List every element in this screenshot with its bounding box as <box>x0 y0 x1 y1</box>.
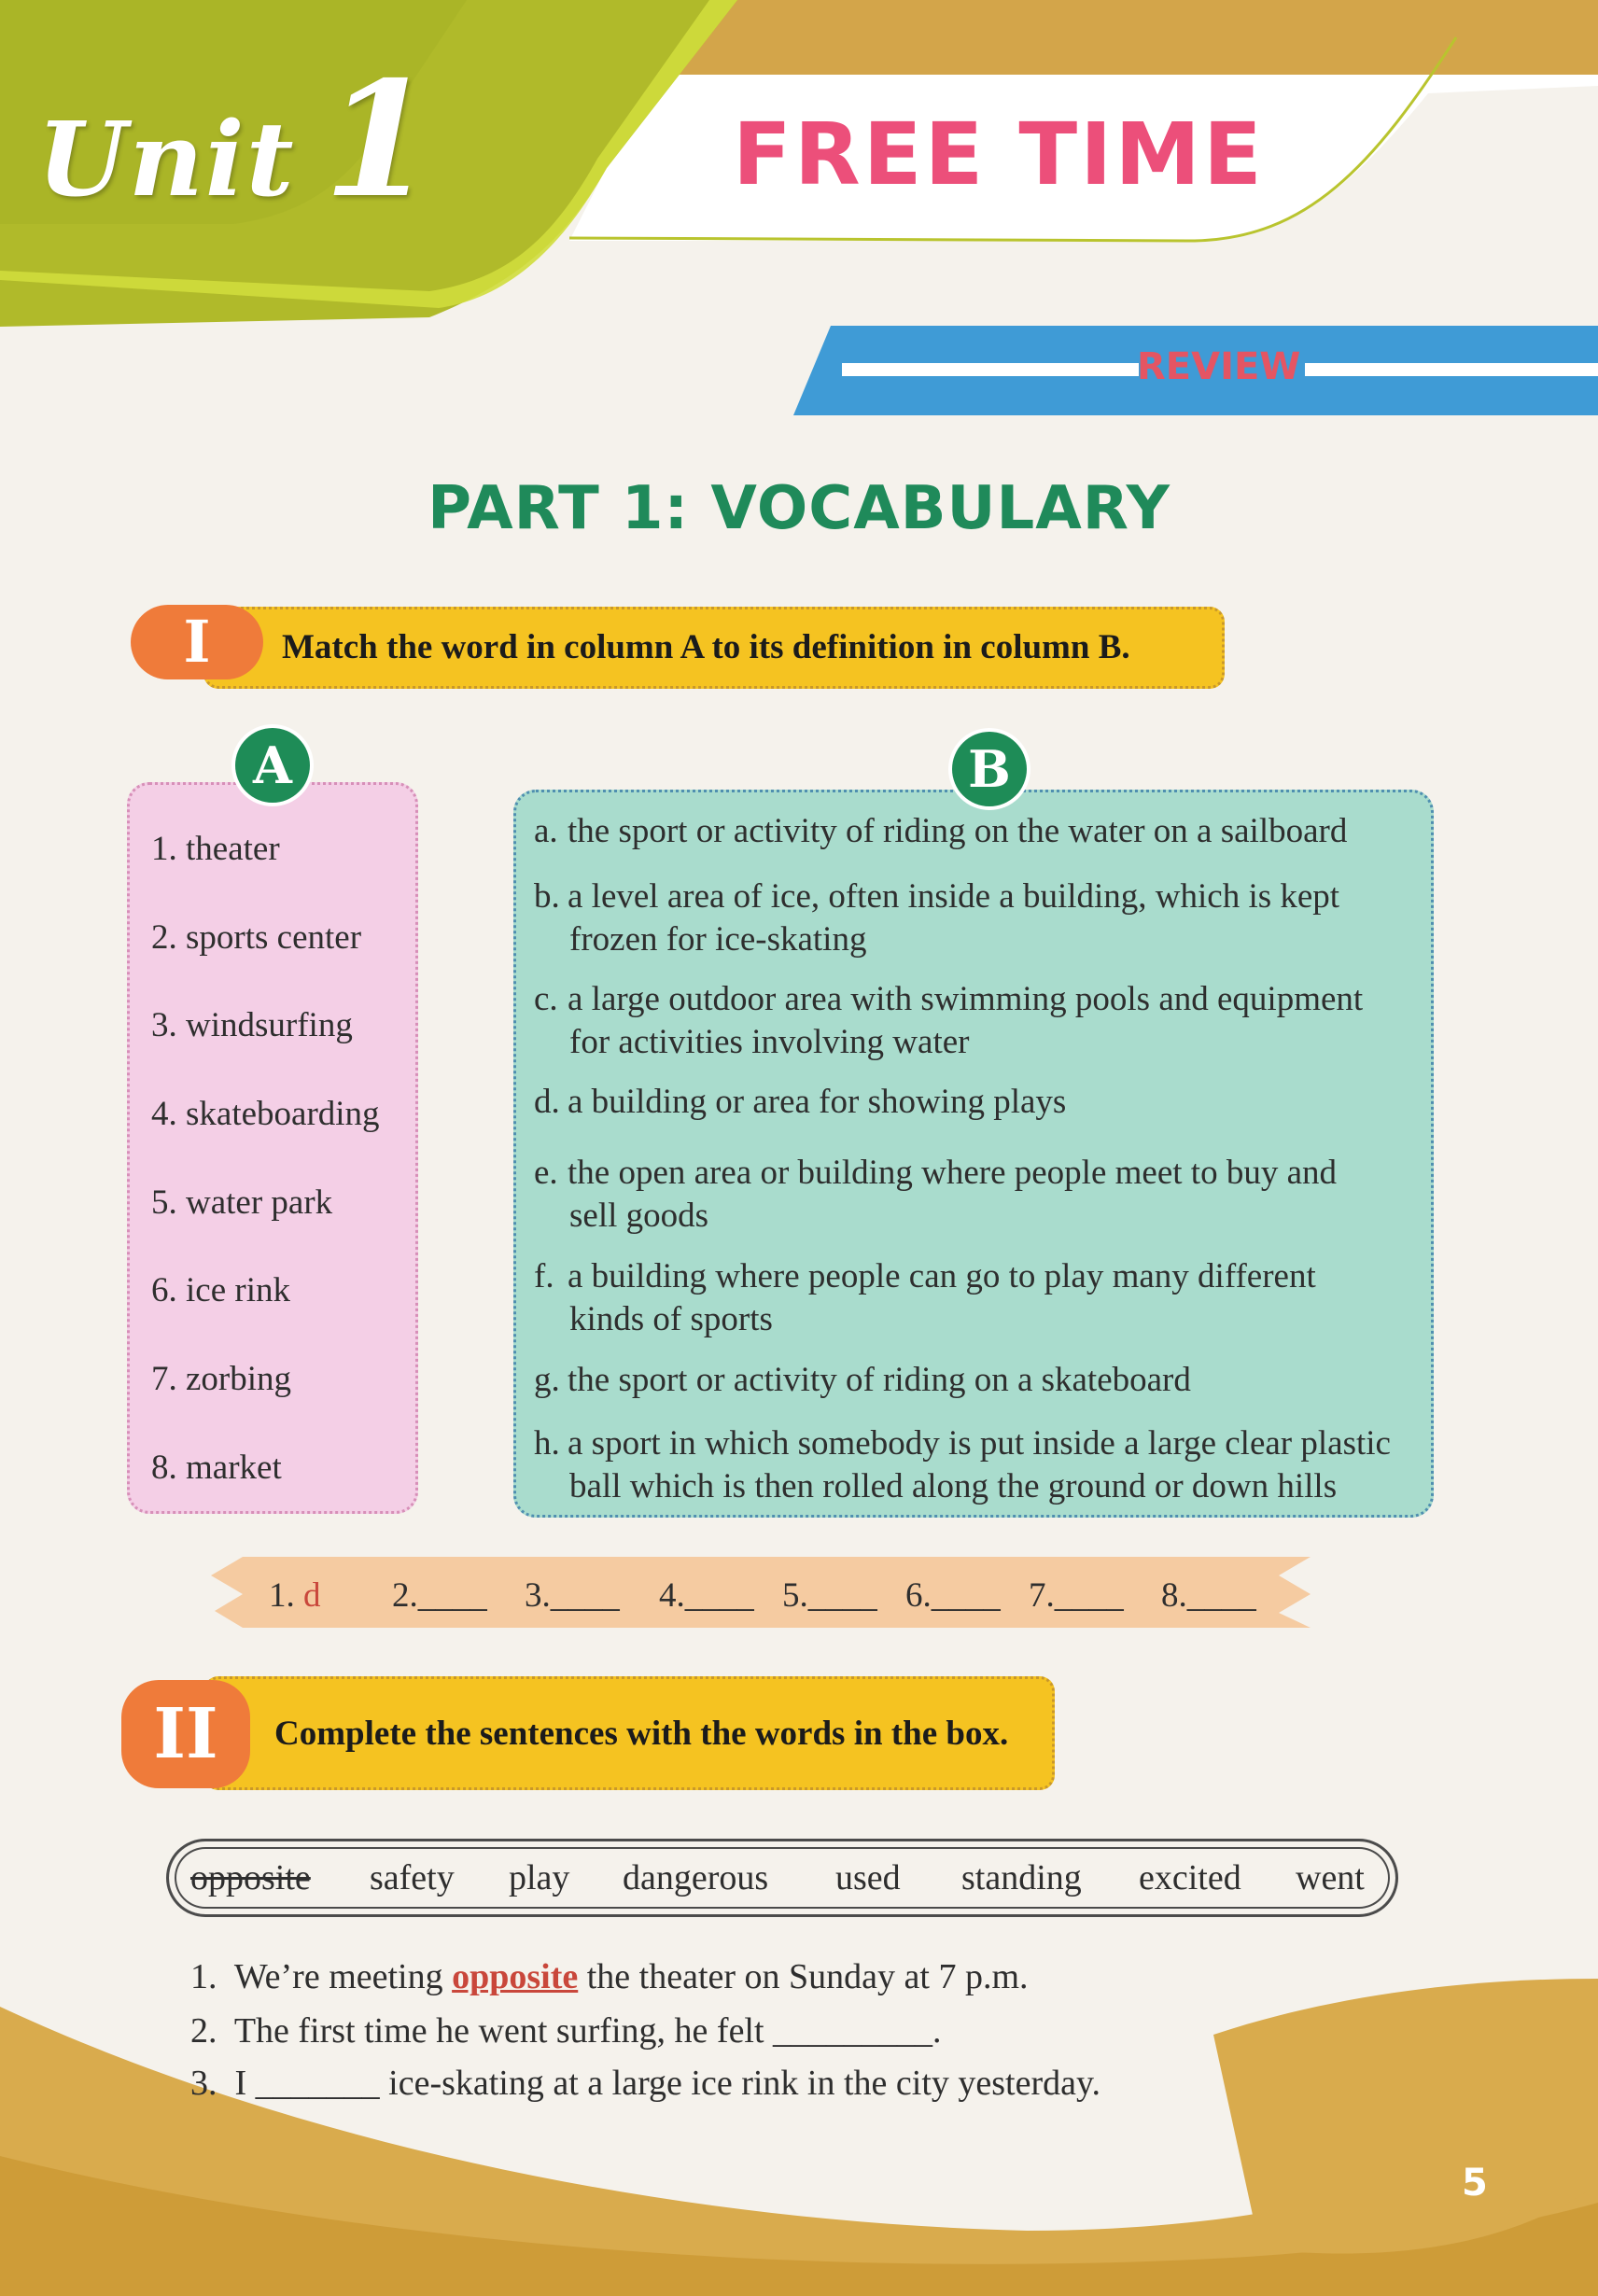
definition-text: a building where people can go to play many different <box>568 1257 1316 1295</box>
review-label: REVIEW <box>1137 345 1301 388</box>
definition-letter: f. <box>534 1257 554 1295</box>
definition-text: a building or area for showing plays <box>568 1083 1067 1121</box>
column-a-item: 7. zorbing <box>151 1360 292 1398</box>
column-a-item: 2. sports center <box>151 918 362 957</box>
column-b-item <box>534 1152 1430 1238</box>
answer-value: d <box>303 1576 321 1615</box>
answer-number: 3. <box>525 1576 551 1615</box>
column-a-label: A <box>235 728 310 803</box>
definition-letter: d. <box>534 1083 560 1121</box>
word-box-item: safety <box>370 1858 455 1897</box>
column-a-item: 3. windsurfing <box>151 1006 353 1044</box>
column-a-item: 4. skateboarding <box>151 1095 380 1133</box>
sentence-text-end: the theater on Sunday at 7 p.m. <box>578 1957 1029 1996</box>
column-b-item <box>534 1359 1430 1402</box>
word-box-item: dangerous <box>623 1858 769 1897</box>
column-b-item <box>534 875 1430 961</box>
column-b-item <box>534 978 1430 1064</box>
sentence-number: 2. <box>190 2011 217 2051</box>
exercise-1-instruction: Match the word in column A to its definition in column B. <box>282 628 1130 666</box>
definition-letter: a. <box>534 812 558 850</box>
unit-word: Unit <box>37 99 296 219</box>
column-a-item: 6. ice rink <box>151 1271 290 1309</box>
answer-value: ____ <box>1054 1576 1124 1615</box>
column-b-item <box>534 810 1430 853</box>
exercise-1-badge: I <box>131 605 263 679</box>
definition-text: a sport in which somebody is put inside a large clear plastic <box>568 1424 1391 1463</box>
column-b-item <box>534 1081 1430 1124</box>
definition-text-cont: ball which is then rolled along the ground or down hills <box>569 1467 1338 1505</box>
sentence-text: The first time he went surfing, he felt _________. <box>233 2011 942 2051</box>
sentence-answer: opposite <box>452 1957 579 1996</box>
sentence-text: We’re meeting <box>233 1957 453 1996</box>
answer-value: ____ <box>807 1576 877 1615</box>
answer-slot[interactable] <box>1161 1575 1256 1616</box>
definition-letter: e. <box>534 1154 558 1192</box>
column-b-label: B <box>952 732 1027 806</box>
word-box-item: play <box>509 1858 570 1897</box>
word-box-item: standing <box>961 1858 1082 1897</box>
answer-value: ____ <box>417 1576 487 1615</box>
answer-value: ____ <box>1186 1576 1256 1615</box>
sentence-number: 1. <box>190 1957 217 1996</box>
definition-text: the sport or activity of riding on the water on a sailboard <box>568 812 1348 850</box>
column-a-item: 1. theater <box>151 830 280 868</box>
answer-slot[interactable] <box>782 1575 877 1616</box>
answer-value: ____ <box>550 1576 620 1615</box>
exercise-2-instruction: Complete the sentences with the words in the box. <box>274 1715 1009 1753</box>
definition-text-cont: sell goods <box>569 1197 709 1235</box>
answer-number: 6. <box>905 1576 932 1615</box>
definition-text: a large outdoor area with swimming pools and equipment <box>568 980 1364 1018</box>
definition-letter: g. <box>534 1361 560 1399</box>
definition-letter: c. <box>534 980 558 1018</box>
unit-title: FREE TIME <box>733 105 1265 204</box>
answer-number: 4. <box>659 1576 685 1615</box>
answer-slot[interactable] <box>905 1575 1001 1616</box>
answer-slot[interactable] <box>659 1575 754 1616</box>
answer-number: 1. <box>269 1576 295 1615</box>
column-b-item <box>534 1422 1430 1508</box>
answer-number: 5. <box>782 1576 808 1615</box>
sentence-2 <box>190 2010 942 2051</box>
part-title: PART 1: VOCABULARY <box>428 474 1170 543</box>
answer-slot[interactable] <box>525 1575 620 1616</box>
answer-slot[interactable] <box>1029 1575 1124 1616</box>
word-box-item: went <box>1296 1858 1365 1897</box>
word-box-item: used <box>835 1858 901 1897</box>
word-box-item: excited <box>1139 1858 1241 1897</box>
definition-letter: h. <box>534 1424 560 1463</box>
word-box-item: opposite <box>190 1858 311 1897</box>
unit-label <box>37 47 436 233</box>
definition-text: a level area of ice, often inside a building, which is kept <box>568 877 1340 916</box>
sentence-text: I _______ ice-skating at a large ice rink in the city yesterday. <box>234 2064 1101 2103</box>
column-b-item <box>534 1255 1430 1341</box>
answer-number: 7. <box>1029 1576 1055 1615</box>
answer-value: ____ <box>931 1576 1001 1615</box>
sentence-number: 3. <box>190 2064 217 2103</box>
exercise-2-badge: II <box>121 1680 250 1788</box>
column-a-item: 5. water park <box>151 1183 333 1222</box>
definition-text-cont: frozen for ice-skating <box>569 920 867 959</box>
answer-slot[interactable] <box>269 1575 321 1616</box>
column-a-box <box>127 782 418 1514</box>
answer-value: ____ <box>684 1576 754 1615</box>
page-number: 5 <box>1462 2162 1488 2205</box>
column-a-item: 8. market <box>151 1449 282 1487</box>
answer-number: 2. <box>392 1576 418 1615</box>
definition-text: the sport or activity of riding on a skateboard <box>568 1361 1191 1399</box>
sentence-3 <box>190 2063 1100 2104</box>
unit-number: 1 <box>323 47 436 233</box>
definition-text-cont: kinds of sports <box>569 1300 773 1338</box>
definition-text: the open area or building where people meet to buy and <box>568 1154 1337 1192</box>
answer-number: 8. <box>1161 1576 1187 1615</box>
definition-text-cont: for activities involving water <box>569 1023 970 1061</box>
answer-slot[interactable] <box>392 1575 487 1616</box>
definition-letter: b. <box>534 877 560 916</box>
sentence-1 <box>190 1956 1029 1997</box>
